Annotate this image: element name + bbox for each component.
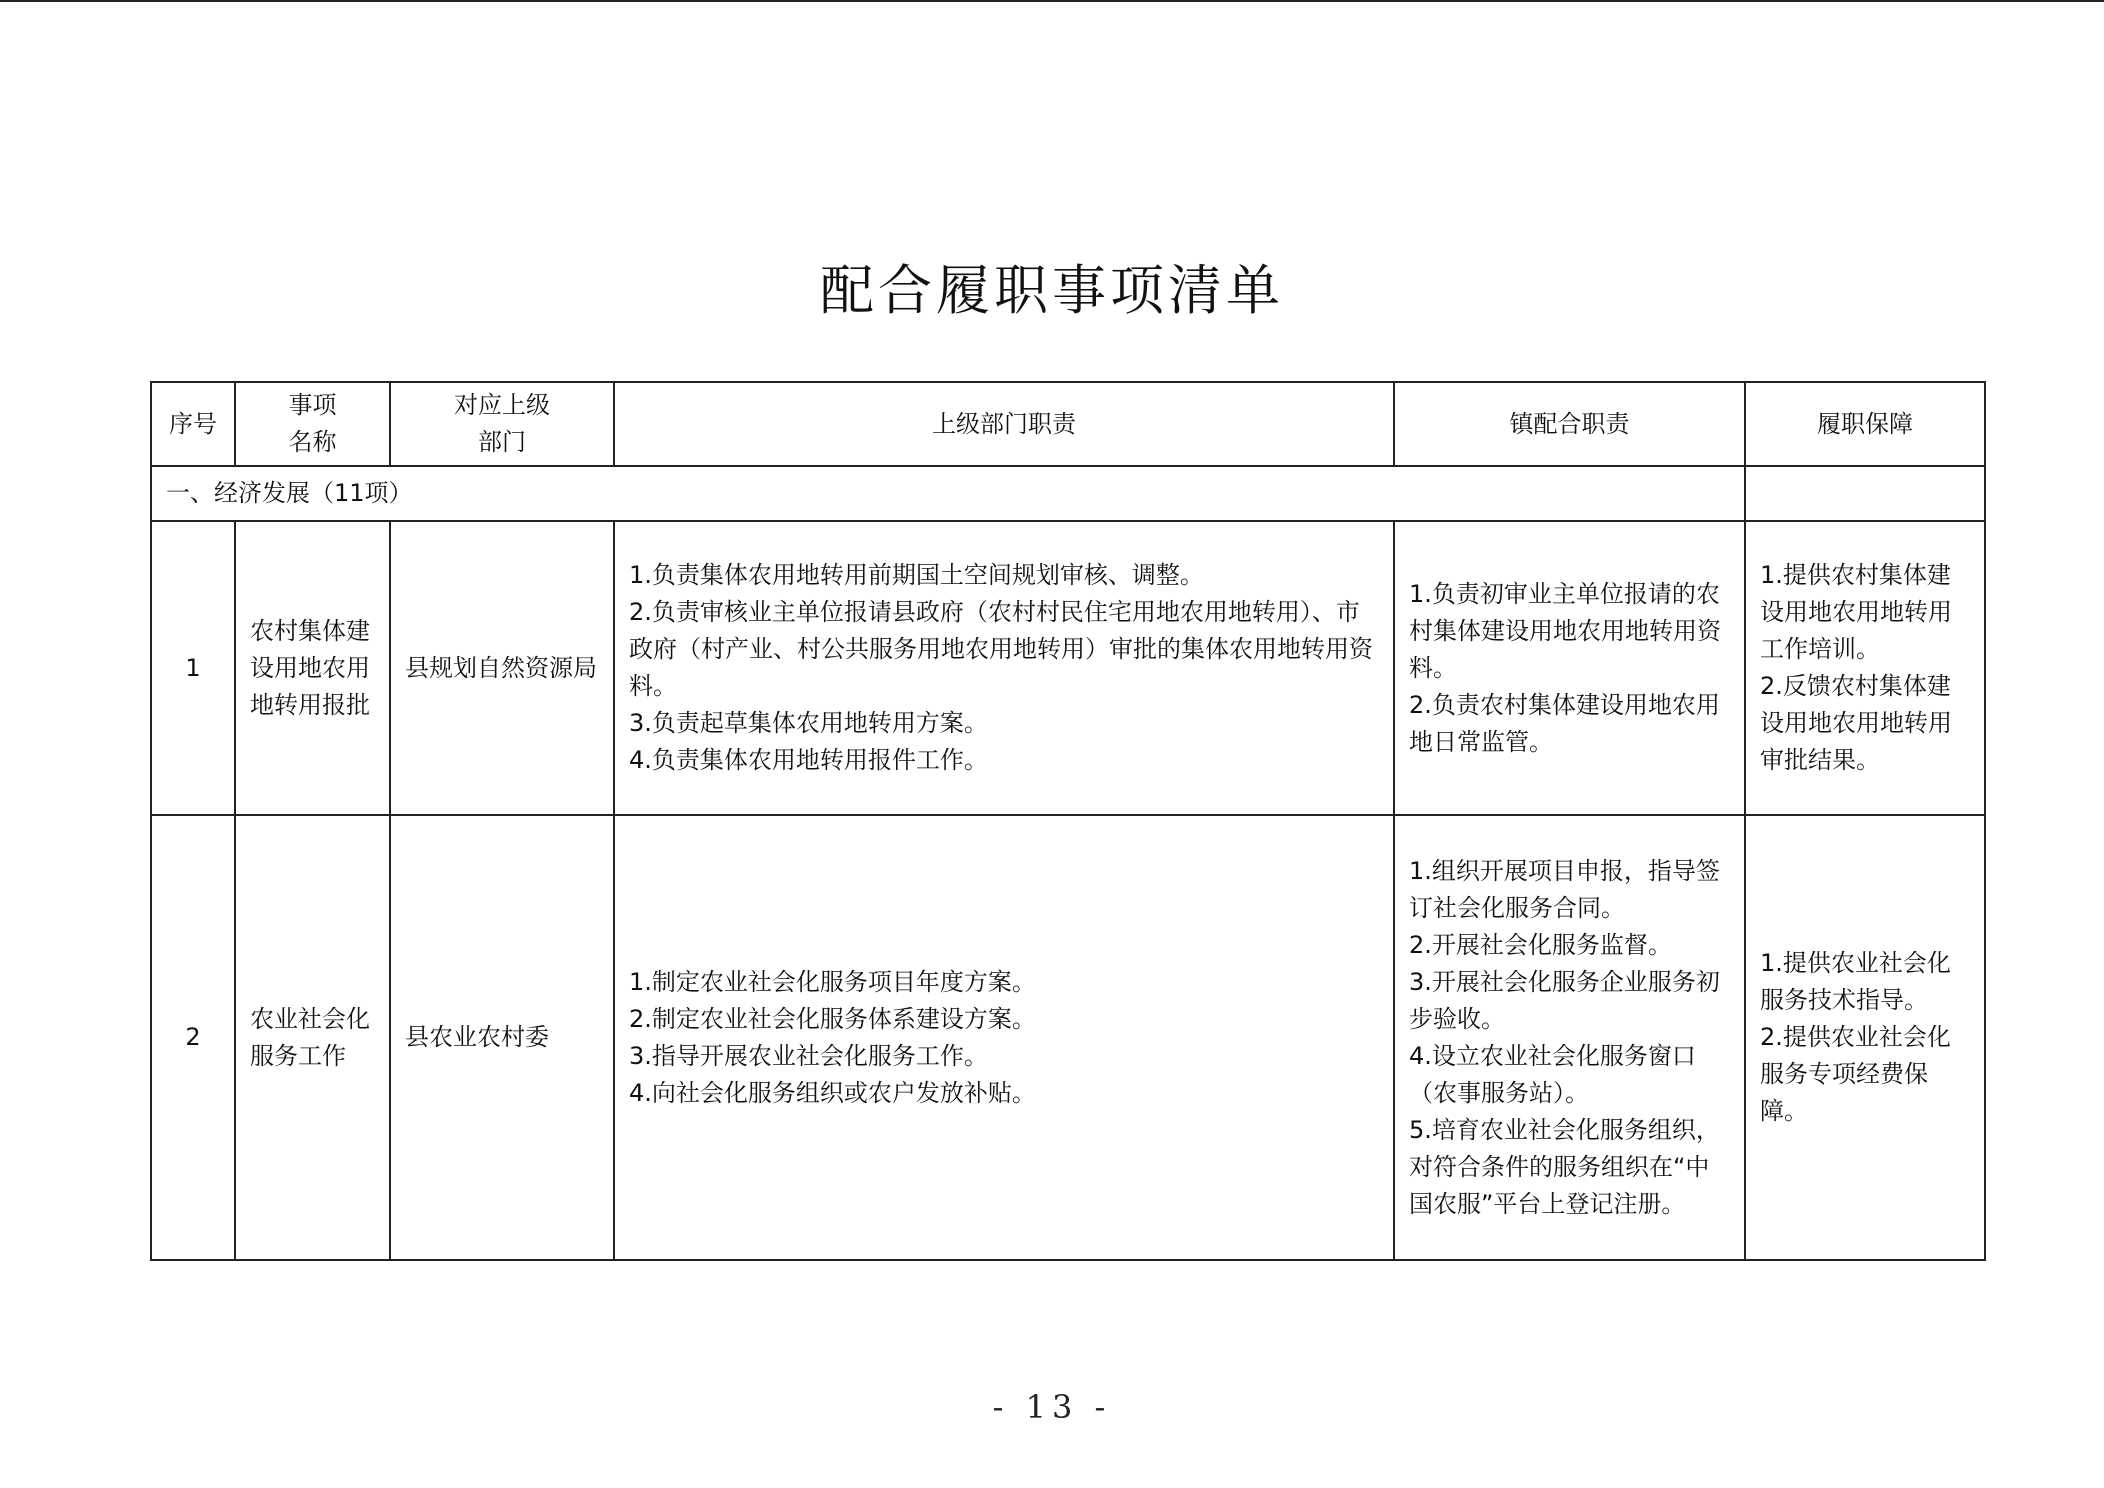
header-dept: [390, 382, 614, 466]
header-item-name-line2: 名称: [288, 428, 337, 456]
duty-item: 4.向社会化服务组织或农户发放补贴。: [629, 1078, 1036, 1107]
page-title: 配合履职事项清单: [820, 259, 1284, 322]
header-upper-duties: [614, 382, 1394, 466]
duty-item: 1.制定农业社会化服务项目年度方案。: [629, 967, 1036, 996]
duty-item: 4.负责集体农用地转用报件工作。: [629, 746, 988, 774]
row-town-duties: [1394, 815, 1745, 1260]
row-item-name: 农村集体建设用地农用地转用报批: [235, 521, 390, 815]
duty-item: 2.开展社会化服务监督。: [1409, 930, 1672, 959]
guarantee-item: 1.提供农村集体建设用地农用地转用工作培训。: [1760, 561, 1952, 663]
header-upper-duties-label: 上级部门职责: [932, 409, 1076, 438]
duty-item: 4.设立农业社会化服务窗口（农事服务站）。: [1409, 1041, 1696, 1107]
table-row: [151, 815, 1985, 1260]
row-item-name: 农业社会化服务工作: [235, 815, 390, 1260]
duty-item: 1.负责初审业主单位报请的农村集体建设用地农用地转用资料。: [1409, 579, 1721, 682]
table-row: [151, 521, 1985, 815]
header-index: [151, 382, 235, 466]
duty-item: 3.负责起草集体农用地转用方案。: [629, 709, 988, 737]
header-guarantee-label: 履职保障: [1817, 409, 1913, 438]
duty-item: 1.组织开展项目申报，指导签订社会化服务合同。: [1409, 856, 1720, 922]
row-upper-duties: [614, 521, 1394, 815]
section-empty-cell: [1745, 466, 1985, 521]
header-town-duties: [1394, 382, 1745, 466]
header-dept-line1: 对应上级: [454, 391, 550, 419]
row-town-duties: [1394, 521, 1745, 815]
header-dept-line2: 部门: [478, 428, 526, 456]
row-guarantee: [1745, 815, 1985, 1260]
duty-item: 2.负责农村集体建设用地农用地日常监管。: [1409, 690, 1720, 756]
row-upper-duties: [614, 815, 1394, 1260]
guarantee-item: 2.反馈农村集体建设用地农用地转用审批结果。: [1760, 672, 1952, 774]
duties-table: [150, 381, 1986, 1261]
row-index: 2: [151, 815, 235, 1260]
duty-item: 5.培育农业社会化服务组织，对符合条件的服务组织在“中国农服”平台上登记注册。: [1409, 1115, 1720, 1218]
duty-item: 2.负责审核业主单位报请县政府（农村村民住宅用地农用地转用）、市政府（村产业、村公共服务用地农用地转用）审批的集体农用地转用资料。: [629, 598, 1373, 700]
header-town-duties-label: 镇配合职责: [1509, 409, 1630, 438]
duty-item: 3.开展社会化服务企业服务初步验收。: [1409, 967, 1720, 1033]
guarantee-item: 2.提供农业社会化服务专项经费保障。: [1760, 1023, 1951, 1125]
table-header-row: [151, 382, 1985, 466]
header-item-name-line1: 事项: [288, 391, 337, 419]
row-guarantee: [1745, 521, 1985, 815]
row-index: 1: [151, 521, 235, 815]
duty-item: 3.指导开展农业社会化服务工作。: [629, 1041, 988, 1070]
section-title: 一、经济发展（11项）: [151, 466, 1745, 521]
page-number: - 13 -: [992, 1388, 1112, 1426]
page-top-border: [0, 0, 2104, 2]
header-index-label: 序号: [169, 409, 217, 438]
duty-item: 1.负责集体农用地转用前期国土空间规划审核、调整。: [629, 561, 1204, 589]
row-dept: 县规划自然资源局: [390, 521, 614, 815]
guarantee-item: 1.提供农业社会化服务技术指导。: [1760, 949, 1951, 1014]
header-guarantee: [1745, 382, 1985, 466]
duty-item: 2.制定农业社会化服务体系建设方案。: [629, 1004, 1036, 1033]
row-dept: 县农业农村委: [390, 815, 614, 1260]
header-item-name: [235, 382, 390, 466]
section-row: [151, 466, 1985, 521]
